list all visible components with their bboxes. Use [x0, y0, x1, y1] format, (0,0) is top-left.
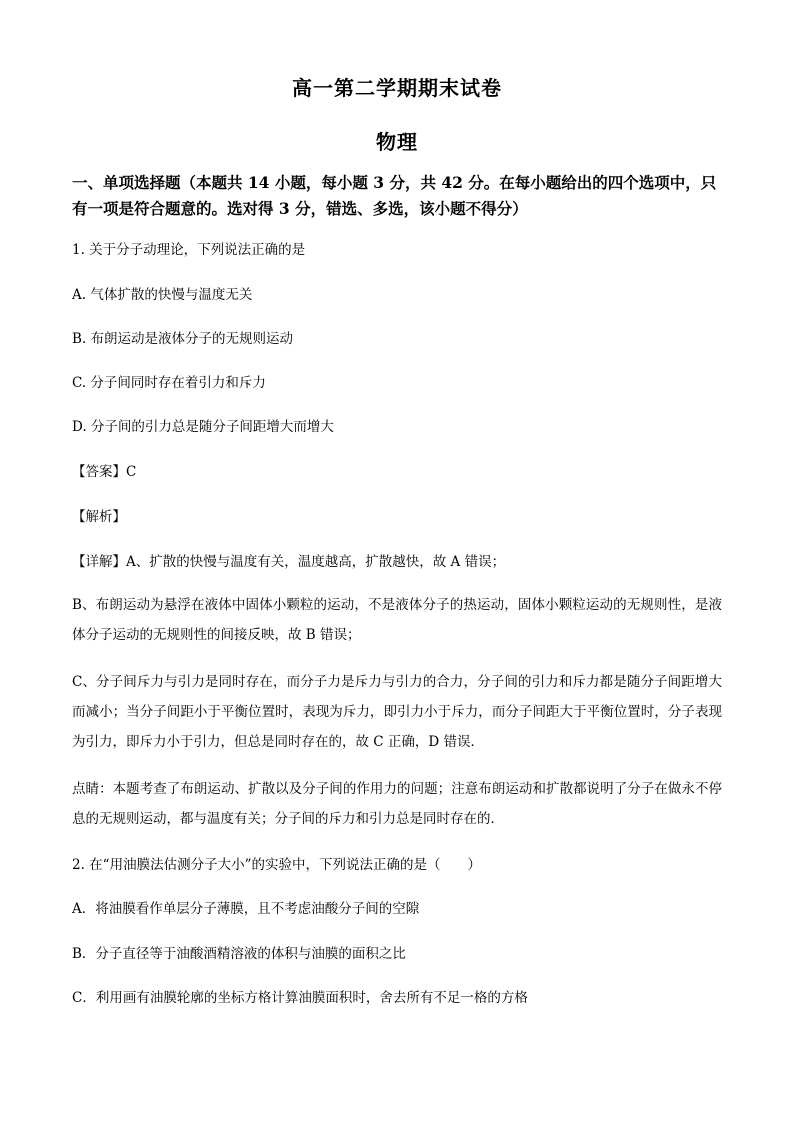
- question-2-stem: 2. 在“用油膜法估测分子大小”的实验中，下列说法正确的是（ ）: [72, 857, 481, 873]
- question-1-option-a: A. 气体扩散的快慢与温度无关: [72, 287, 253, 303]
- question-2-option-a: A．将油膜看作单层分子薄膜，且不考虑油酸分子间的空隙: [72, 901, 420, 917]
- question-1-detail-b: B、布朗运动为悬浮在液体中固体小颗粒的运动，不是液体分子的热运动，固体小颗粒运动的无规则性，是液体分子运动的无规则性的间接反映，故 B 错误；: [72, 597, 722, 643]
- question-2-option-c: C．利用画有油膜轮廓的坐标方格计算油膜面积时，舍去所有不足一格的方格: [72, 990, 528, 1006]
- question-2-option-b: B．分子直径等于油酸酒精溶液的体积与油膜的面积之比: [72, 946, 406, 962]
- question-1-analysis-label: 【解析】: [72, 509, 126, 525]
- question-1-option-d: D. 分子间的引力总是随分子间距增大而增大: [72, 419, 334, 435]
- question-1-stem: 1. 关于分子动理论，下列说法正确的是: [72, 242, 306, 258]
- question-1-detail-c: C、分子间斥力与引力是同时存在，而分子力是斥力与引力的合力，分子间的引力和斥力都是随分子间距增大而减小；当分子间距小于平衡位置时，表现为斥力，即引力小于斥力，而分子间距大于平衡位置时，分子表现为引力，即斥力小于引力，但总是同时存在的，故 C 正确，D 错误．: [72, 674, 722, 750]
- section-header: 一、单项选择题（本题共 14 小题，每小题 3 分，共 42 分。在每小题给出的四个选项中，只有一项是符合题意的。选对得 3 分，错选、多选，该小题不得分）: [72, 173, 717, 218]
- question-1-detail-a: 【详解】A、扩散的快慢与温度有关，温度越高，扩散越快，故 A 错误；: [72, 554, 506, 570]
- exam-title: 高一第二学期期末试卷: [292, 76, 502, 100]
- question-1-option-b: B. 布朗运动是液体分子的无规则运动: [72, 331, 294, 347]
- subject-title: 物理: [376, 130, 418, 154]
- question-1-answer: 【答案】C: [72, 464, 137, 480]
- question-1-comment: 点睛：本题考查了布朗运动、扩散以及分子间的作用力的问题；注意布朗运动和扩散都说明了分子在做永不停息的无规则运动，都与温度有关；分子间的斥力和引力总是同时存在的．: [72, 781, 722, 827]
- question-1-option-c: C. 分子间同时存在着引力和斥力: [72, 375, 266, 391]
